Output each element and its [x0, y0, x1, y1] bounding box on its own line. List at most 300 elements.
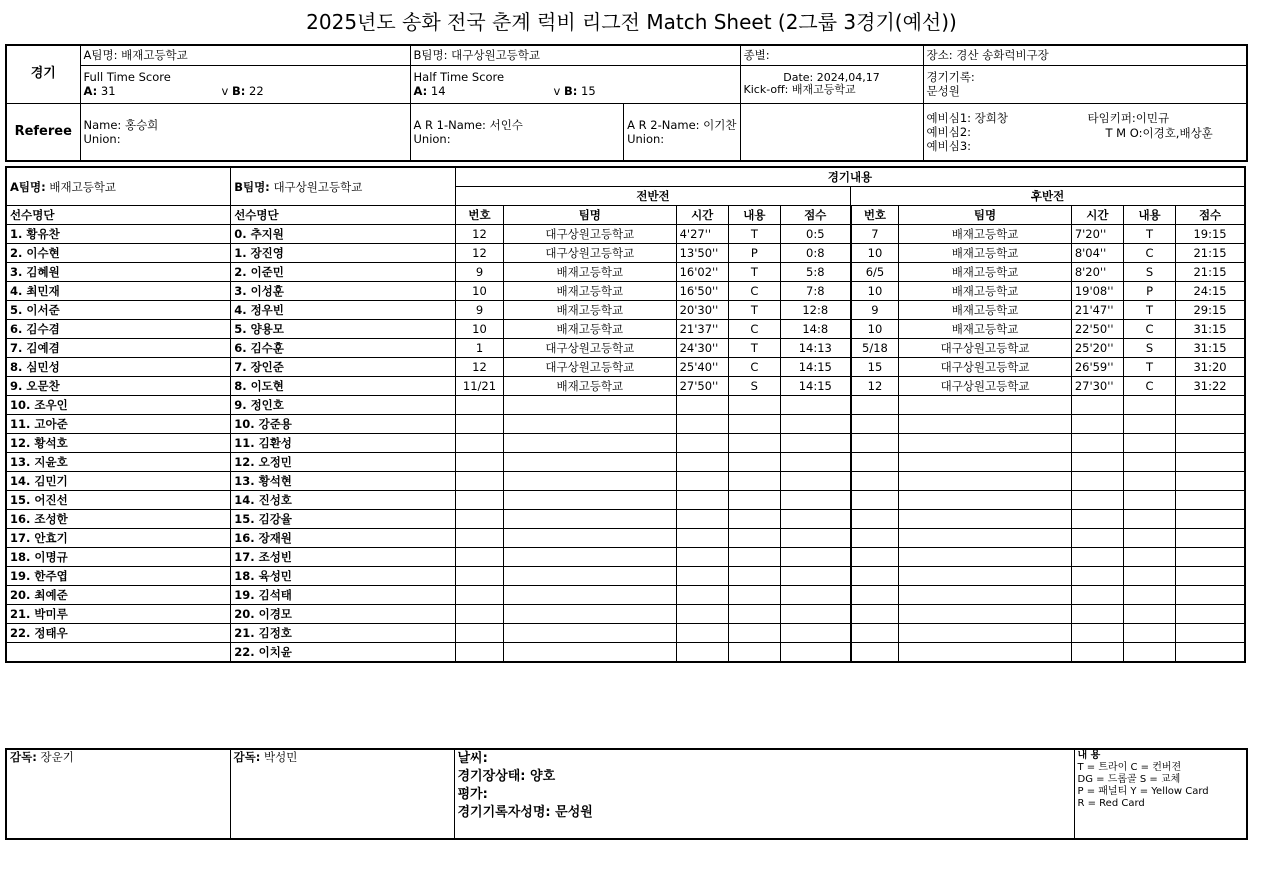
first-event-score — [780, 472, 850, 491]
second-event-no — [851, 510, 899, 529]
second-event-type — [1123, 434, 1175, 453]
a-player: 1. 황유찬 — [6, 225, 231, 244]
second-event-score — [1176, 415, 1245, 434]
b-player: 10. 강준용 — [231, 415, 456, 434]
footer-table — [5, 748, 1248, 840]
first-event-time — [676, 415, 728, 434]
a-player: 8. 심민성 — [6, 358, 231, 377]
second-event-score — [1176, 624, 1245, 643]
second-event-no: 7 — [851, 225, 899, 244]
first-event-no — [455, 605, 503, 624]
legend-line-3: P = 패널티 Y = Yellow Card — [1077, 786, 1209, 797]
table-row — [6, 434, 1245, 453]
first-event-score: 0:8 — [780, 244, 850, 263]
second-event-time — [1071, 624, 1123, 643]
first-event-score: 7:8 — [780, 282, 850, 301]
first-event-no — [455, 396, 503, 415]
referee-cell — [80, 103, 410, 161]
second-event-score: 31:22 — [1176, 377, 1245, 396]
second-event-type: C — [1123, 244, 1175, 263]
b-team-name: 대구상원고등학교 — [273, 179, 363, 194]
full-a-score: 31 — [100, 84, 116, 98]
team-a-cell — [80, 45, 410, 65]
table-row — [6, 320, 1245, 339]
second-event-type — [1123, 643, 1175, 663]
match-date: Date: 2024,04,17 — [783, 71, 880, 84]
first-half-label: 전반전 — [455, 187, 850, 206]
second-event-no — [851, 567, 899, 586]
second-event-type: S — [1123, 263, 1175, 282]
second-event-no: 15 — [851, 358, 899, 377]
first-event-type: T — [728, 301, 780, 320]
coach-b-cell — [230, 749, 454, 839]
first-event-time: 16'02'' — [676, 263, 728, 282]
first-event-time — [676, 396, 728, 415]
second-event-time: 27'30'' — [1071, 377, 1123, 396]
first-event-no — [455, 624, 503, 643]
second-event-score: 21:15 — [1176, 244, 1245, 263]
content-label: 경기내용 — [455, 167, 1245, 187]
second-event-team — [899, 567, 1072, 586]
second-event-team — [899, 624, 1072, 643]
first-half-col-score: 점수 — [780, 206, 850, 225]
second-event-time — [1071, 396, 1123, 415]
first-event-no: 10 — [455, 320, 503, 339]
full-b-label: B: — [231, 84, 246, 98]
table-row — [6, 643, 1245, 663]
first-event-time: 21'37'' — [676, 320, 728, 339]
recorder-name: 문성원 — [926, 84, 960, 98]
a-player-header: 선수명단 — [6, 206, 231, 225]
first-event-type — [728, 529, 780, 548]
second-event-no: 10 — [851, 244, 899, 263]
first-event-time — [676, 548, 728, 567]
first-event-score: 14:15 — [780, 377, 850, 396]
record-label: 경기기록: — [926, 70, 975, 84]
second-event-team: 대구상원고등학교 — [899, 358, 1072, 377]
table-row — [6, 282, 1245, 301]
first-event-time — [676, 510, 728, 529]
first-event-type — [728, 586, 780, 605]
b-team-cell — [231, 167, 456, 206]
table-row — [6, 301, 1245, 320]
second-event-team — [899, 605, 1072, 624]
second-event-no — [851, 529, 899, 548]
place: 장소: 경산 송화럭비구장 — [923, 45, 1247, 65]
second-event-score — [1176, 548, 1245, 567]
first-event-no: 12 — [455, 358, 503, 377]
second-event-team: 배재고등학교 — [899, 320, 1072, 339]
legend-title: 내 용 — [1077, 750, 1101, 761]
first-event-type — [728, 510, 780, 529]
coach-a-cell — [6, 749, 230, 839]
b-player: 22. 이치윤 — [231, 643, 456, 663]
second-event-type — [1123, 624, 1175, 643]
table-row — [6, 339, 1245, 358]
first-event-score — [780, 453, 850, 472]
first-half-col-time: 시간 — [676, 206, 728, 225]
first-event-team: 대구상원고등학교 — [504, 358, 677, 377]
second-event-type: S — [1123, 339, 1175, 358]
second-event-no — [851, 453, 899, 472]
second-event-team — [899, 548, 1072, 567]
coach-b-label: 감독: — [233, 750, 261, 764]
first-event-no — [455, 415, 503, 434]
second-event-type: T — [1123, 358, 1175, 377]
first-event-score: 12:8 — [780, 301, 850, 320]
second-event-time — [1071, 586, 1123, 605]
second-event-time — [1071, 510, 1123, 529]
first-event-type: T — [728, 339, 780, 358]
b-player: 14. 진성호 — [231, 491, 456, 510]
first-event-team: 대구상원고등학교 — [504, 244, 677, 263]
full-time-label: Full Time Score — [83, 70, 171, 84]
assistant-referees — [410, 103, 740, 161]
first-event-team: 배재고등학교 — [504, 282, 677, 301]
coach-a-name: 장운기 — [40, 750, 74, 764]
first-event-type: T — [728, 263, 780, 282]
a-player: 2. 이수현 — [6, 244, 231, 263]
first-event-type — [728, 472, 780, 491]
a-player: 19. 한주엽 — [6, 567, 231, 586]
second-event-score — [1176, 491, 1245, 510]
first-event-time — [676, 643, 728, 663]
second-event-team — [899, 453, 1072, 472]
first-event-type — [728, 567, 780, 586]
second-event-team — [899, 529, 1072, 548]
b-player: 6. 김수훈 — [231, 339, 456, 358]
match-events-table — [5, 166, 1246, 663]
table-row — [6, 415, 1245, 434]
table-row — [6, 567, 1245, 586]
first-half-col-type: 내용 — [728, 206, 780, 225]
reserve-1: 예비심1: 장희창 — [926, 110, 1008, 125]
legend-line-1: T = 트라이 C = 컨버젼 — [1077, 762, 1182, 773]
second-event-no — [851, 548, 899, 567]
first-event-type: C — [728, 282, 780, 301]
second-event-score: 31:20 — [1176, 358, 1245, 377]
second-event-type — [1123, 510, 1175, 529]
legend-line-2: DG = 드롭골 S = 교체 — [1077, 774, 1181, 785]
reserve-cell — [923, 103, 1247, 161]
first-event-team — [504, 605, 677, 624]
coach-a-label: 감독: — [10, 750, 37, 764]
first-half-col-team: 팀명 — [504, 206, 677, 225]
second-event-time: 7'20'' — [1071, 225, 1123, 244]
second-event-score: 24:15 — [1176, 282, 1245, 301]
table-row — [6, 624, 1245, 643]
a-team-cell — [6, 167, 231, 206]
second-event-score — [1176, 453, 1245, 472]
kickoff: Kick-off: 배재고등학교 — [743, 83, 856, 96]
tmo: T M O:이경호,배상훈 — [1105, 125, 1213, 140]
second-event-score: 29:15 — [1176, 301, 1245, 320]
b-player: 4. 정우빈 — [231, 301, 456, 320]
team-a-label: A팀명: — [83, 48, 118, 63]
second-event-time — [1071, 491, 1123, 510]
second-half-col-type: 내용 — [1123, 206, 1175, 225]
second-event-type — [1123, 491, 1175, 510]
second-event-time: 8'04'' — [1071, 244, 1123, 263]
first-event-score — [780, 643, 850, 663]
second-event-no: 5/18 — [851, 339, 899, 358]
second-event-score — [1176, 567, 1245, 586]
referee-union: Union: — [83, 131, 121, 146]
legend-line-4: R = Red Card — [1077, 798, 1145, 809]
second-event-team: 배재고등학교 — [899, 225, 1072, 244]
team-b-name: 대구상원고등학교 — [451, 48, 541, 63]
full-b-score: 22 — [249, 84, 264, 98]
first-event-time — [676, 605, 728, 624]
first-event-score — [780, 434, 850, 453]
ar2-name: A R 2-Name: 이기찬 — [627, 117, 737, 132]
team-b-cell — [410, 45, 740, 65]
second-event-team: 배재고등학교 — [899, 263, 1072, 282]
first-event-score — [780, 529, 850, 548]
second-event-team — [899, 415, 1072, 434]
first-event-type — [728, 491, 780, 510]
ar1-name: A R 1-Name: 서인수 — [413, 117, 523, 132]
first-event-time — [676, 472, 728, 491]
b-player: 20. 이경모 — [231, 605, 456, 624]
second-event-score — [1176, 586, 1245, 605]
first-event-team — [504, 434, 677, 453]
first-event-time — [676, 529, 728, 548]
second-half-col-time: 시간 — [1071, 206, 1123, 225]
second-half-col-team: 팀명 — [899, 206, 1072, 225]
full-v: v — [221, 84, 229, 98]
first-event-type: T — [728, 225, 780, 244]
first-event-team: 배재고등학교 — [504, 301, 677, 320]
second-event-time — [1071, 415, 1123, 434]
second-event-score — [1176, 472, 1245, 491]
b-player: 19. 김석태 — [231, 586, 456, 605]
first-event-team: 대구상원고등학교 — [504, 225, 677, 244]
second-event-type — [1123, 567, 1175, 586]
first-event-type — [728, 548, 780, 567]
second-event-type — [1123, 586, 1175, 605]
second-event-score — [1176, 643, 1245, 663]
recorder-sign: 경기기록자성명: 문성원 — [457, 805, 593, 820]
b-player: 11. 김환성 — [231, 434, 456, 453]
second-event-no: 10 — [851, 282, 899, 301]
first-half-col-no: 번호 — [455, 206, 503, 225]
second-event-time — [1071, 472, 1123, 491]
first-event-time: 13'50'' — [676, 244, 728, 263]
first-event-type: C — [728, 320, 780, 339]
record-cell — [923, 65, 1247, 103]
b-player: 21. 김정호 — [231, 624, 456, 643]
half-b-label: B: — [563, 84, 578, 98]
second-event-no — [851, 396, 899, 415]
half-time-label: Half Time Score — [413, 70, 505, 84]
first-event-type: P — [728, 244, 780, 263]
team-b-label: B팀명: — [413, 48, 448, 63]
full-time-score — [80, 65, 410, 103]
second-event-time: 21'47'' — [1071, 301, 1123, 320]
first-event-type — [728, 624, 780, 643]
ar2-union: Union: — [627, 131, 665, 146]
b-player: 9. 정인호 — [231, 396, 456, 415]
type-label: 종별: — [740, 45, 923, 65]
second-event-no — [851, 491, 899, 510]
first-event-no: 9 — [455, 301, 503, 320]
second-event-no: 9 — [851, 301, 899, 320]
table-row — [6, 263, 1245, 282]
second-event-score — [1176, 396, 1245, 415]
second-event-type: T — [1123, 301, 1175, 320]
a-player: 16. 조성한 — [6, 510, 231, 529]
first-event-score — [780, 624, 850, 643]
referee-label: Referee — [6, 103, 80, 161]
second-event-score — [1176, 510, 1245, 529]
b-player: 7. 장인준 — [231, 358, 456, 377]
b-player: 2. 이준민 — [231, 263, 456, 282]
first-event-score — [780, 548, 850, 567]
a-player: 17. 안효기 — [6, 529, 231, 548]
second-event-score: 21:15 — [1176, 263, 1245, 282]
second-event-type: P — [1123, 282, 1175, 301]
second-event-score — [1176, 605, 1245, 624]
first-event-time — [676, 624, 728, 643]
legend — [1074, 749, 1247, 839]
second-event-type: T — [1123, 225, 1175, 244]
second-event-no: 6/5 — [851, 263, 899, 282]
first-event-score — [780, 586, 850, 605]
second-half-col-no: 번호 — [851, 206, 899, 225]
second-event-team — [899, 396, 1072, 415]
first-event-type — [728, 643, 780, 663]
team-a-name: 배재고등학교 — [121, 48, 188, 63]
second-event-no — [851, 415, 899, 434]
table-row — [6, 586, 1245, 605]
second-event-type — [1123, 605, 1175, 624]
first-event-score — [780, 415, 850, 434]
first-event-team: 배재고등학교 — [504, 320, 677, 339]
first-event-type — [728, 434, 780, 453]
second-event-score: 19:15 — [1176, 225, 1245, 244]
first-event-score: 14:8 — [780, 320, 850, 339]
first-event-no — [455, 453, 503, 472]
second-event-team: 대구상원고등학교 — [899, 339, 1072, 358]
second-event-team — [899, 491, 1072, 510]
first-event-score — [780, 491, 850, 510]
second-event-team — [899, 434, 1072, 453]
first-event-time: 25'40'' — [676, 358, 728, 377]
first-event-no — [455, 567, 503, 586]
first-event-type — [728, 605, 780, 624]
first-event-time: 24'30'' — [676, 339, 728, 358]
rating: 평가: — [457, 787, 488, 802]
first-event-score — [780, 567, 850, 586]
second-event-team: 대구상원고등학교 — [899, 377, 1072, 396]
first-event-no — [455, 510, 503, 529]
b-player: 12. 오정민 — [231, 453, 456, 472]
second-event-no — [851, 605, 899, 624]
second-event-type — [1123, 396, 1175, 415]
first-event-no — [455, 548, 503, 567]
second-event-type: C — [1123, 377, 1175, 396]
second-event-time — [1071, 548, 1123, 567]
first-event-team — [504, 643, 677, 663]
a-player: 22. 정태우 — [6, 624, 231, 643]
a-player: 14. 김민기 — [6, 472, 231, 491]
a-player: 4. 최민재 — [6, 282, 231, 301]
second-event-score: 31:15 — [1176, 320, 1245, 339]
second-event-team — [899, 643, 1072, 663]
first-event-score — [780, 510, 850, 529]
second-event-type — [1123, 415, 1175, 434]
second-event-team: 배재고등학교 — [899, 244, 1072, 263]
field-state: 경기장상태: 양호 — [457, 769, 556, 784]
second-event-time — [1071, 605, 1123, 624]
full-a-label: A: — [83, 84, 98, 98]
second-half-col-score: 점수 — [1176, 206, 1245, 225]
first-event-time — [676, 567, 728, 586]
second-event-time — [1071, 453, 1123, 472]
second-event-time — [1071, 434, 1123, 453]
second-event-type — [1123, 548, 1175, 567]
first-event-no — [455, 529, 503, 548]
table-row — [6, 548, 1245, 567]
half-b-score: 15 — [581, 84, 596, 98]
a-player: 15. 어진선 — [6, 491, 231, 510]
second-event-time: 22'50'' — [1071, 320, 1123, 339]
b-player: 16. 장재원 — [231, 529, 456, 548]
second-event-time: 8'20'' — [1071, 263, 1123, 282]
table-row — [6, 491, 1245, 510]
first-event-no: 11/21 — [455, 377, 503, 396]
table-row — [6, 225, 1245, 244]
first-event-team: 대구상원고등학교 — [504, 339, 677, 358]
first-event-no: 9 — [455, 263, 503, 282]
second-event-no — [851, 472, 899, 491]
second-event-team — [899, 472, 1072, 491]
first-event-team — [504, 624, 677, 643]
second-event-time: 25'20'' — [1071, 339, 1123, 358]
first-event-no: 12 — [455, 225, 503, 244]
a-player: 13. 지윤호 — [6, 453, 231, 472]
second-event-team — [899, 510, 1072, 529]
second-event-no: 12 — [851, 377, 899, 396]
a-player: 7. 김예겸 — [6, 339, 231, 358]
ar1-union: Union: — [413, 131, 451, 146]
second-event-no — [851, 624, 899, 643]
first-event-team — [504, 491, 677, 510]
b-player: 8. 이도현 — [231, 377, 456, 396]
a-player: 12. 황석호 — [6, 434, 231, 453]
first-event-team — [504, 586, 677, 605]
table-row — [6, 472, 1245, 491]
first-event-time: 20'30'' — [676, 301, 728, 320]
a-player: 18. 이명규 — [6, 548, 231, 567]
second-event-type: C — [1123, 320, 1175, 339]
second-event-time: 19'08'' — [1071, 282, 1123, 301]
referee-name: Name: 홍승희 — [83, 117, 159, 132]
first-event-no: 1 — [455, 339, 503, 358]
first-event-team: 배재고등학교 — [504, 263, 677, 282]
a-player: 20. 최예준 — [6, 586, 231, 605]
second-event-team: 배재고등학교 — [899, 282, 1072, 301]
second-event-team: 배재고등학교 — [899, 301, 1072, 320]
first-event-score: 14:15 — [780, 358, 850, 377]
first-event-type — [728, 396, 780, 415]
a-player: 9. 오문찬 — [6, 377, 231, 396]
second-event-type — [1123, 453, 1175, 472]
second-event-no — [851, 586, 899, 605]
first-event-time — [676, 434, 728, 453]
b-player: 18. 육성민 — [231, 567, 456, 586]
